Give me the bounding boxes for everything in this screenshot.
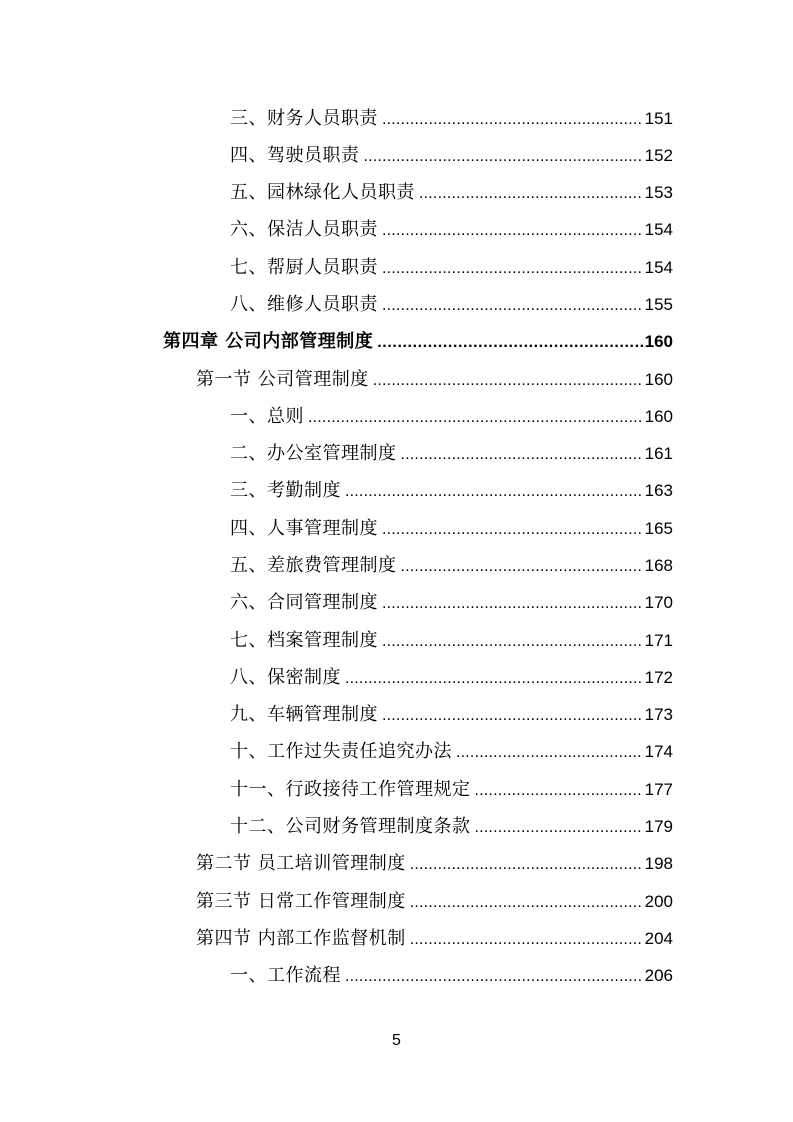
toc-entry-page: 171	[644, 631, 673, 650]
toc-entry[interactable]	[230, 290, 673, 320]
toc-dot-leader	[382, 105, 643, 135]
toc-entry[interactable]	[230, 141, 673, 171]
toc-dot-leader	[382, 291, 643, 321]
toc-entry[interactable]	[230, 626, 673, 656]
toc-entry-page: 160	[644, 407, 673, 426]
toc-entry-title: 十一、行政接待工作管理规定	[230, 779, 471, 800]
toc-entry-page: 198	[644, 854, 673, 873]
toc-entry-page: 174	[644, 742, 673, 761]
toc-entry[interactable]	[230, 961, 673, 991]
toc-dot-leader	[456, 738, 643, 768]
toc-entry-title: 第三节 日常工作管理制度	[196, 891, 406, 912]
toc-dot-leader	[382, 515, 643, 545]
toc-entry-title: 一、工作流程	[230, 965, 341, 986]
toc-section-entry[interactable]	[196, 887, 673, 917]
toc-entry-page: 168	[644, 556, 673, 575]
toc-entry[interactable]	[230, 439, 673, 469]
toc-entry-page: 204	[644, 929, 673, 948]
toc-entry[interactable]	[230, 663, 673, 693]
toc-entry-title: 四、人事管理制度	[230, 518, 378, 539]
toc-dot-leader	[419, 179, 643, 209]
toc-entry-page: 206	[644, 966, 673, 985]
toc-dot-leader	[382, 254, 643, 284]
toc-entry-title: 八、保密制度	[230, 667, 341, 688]
toc-section-entry[interactable]	[196, 365, 673, 395]
toc-entry-title: 第二节 员工培训管理制度	[196, 853, 406, 874]
toc-entry-title: 第四章 公司内部管理制度	[163, 331, 374, 352]
toc-entry-title: 三、财务人员职责	[230, 108, 378, 129]
toc-entry[interactable]	[230, 588, 673, 618]
toc-entry-title: 二、办公室管理制度	[230, 443, 397, 464]
toc-entry-page: 200	[644, 892, 673, 911]
toc-entry-page: 153	[644, 183, 673, 202]
toc-entry[interactable]	[230, 402, 673, 432]
toc-entry[interactable]	[230, 178, 673, 208]
toc-entry[interactable]	[230, 514, 673, 544]
toc-dot-leader	[308, 403, 643, 433]
toc-dot-leader	[382, 627, 643, 657]
toc-entry-page: 152	[644, 146, 673, 165]
toc-entry-title: 第一节 公司管理制度	[196, 369, 369, 390]
toc-entry-title: 七、帮厨人员职责	[230, 257, 378, 278]
toc-entry[interactable]	[230, 476, 673, 506]
toc-entry[interactable]	[230, 700, 673, 730]
toc-dot-leader	[410, 888, 643, 918]
toc-entry-page: 160	[644, 332, 673, 351]
toc-dot-leader	[410, 925, 643, 955]
toc-dot-leader	[401, 440, 643, 470]
toc-dot-leader	[475, 776, 643, 806]
toc-entry-page: 161	[644, 444, 673, 463]
toc-section-entry[interactable]	[196, 924, 673, 954]
toc-entry-title: 八、维修人员职责	[230, 294, 378, 315]
toc-dot-leader	[401, 552, 643, 582]
toc-entry-page: 155	[644, 295, 673, 314]
toc-entry-title: 五、园林绿化人员职责	[230, 182, 415, 203]
toc-dot-leader	[345, 664, 643, 694]
toc-entry-page: 160	[644, 370, 673, 389]
toc-dot-leader	[373, 366, 643, 396]
toc-entry[interactable]	[230, 812, 673, 842]
toc-entry[interactable]	[230, 551, 673, 581]
toc-entry[interactable]	[230, 775, 673, 805]
toc-dot-leader	[345, 477, 643, 507]
toc-entry-title: 十二、公司财务管理制度条款	[230, 816, 471, 837]
toc-entry-page: 172	[644, 668, 673, 687]
toc-dot-leader	[410, 850, 643, 880]
toc-entry-title: 六、合同管理制度	[230, 592, 378, 613]
toc-entry-title: 第四节 内部工作监督机制	[196, 928, 406, 949]
toc-entry-page: 154	[644, 258, 673, 277]
toc-entry-page: 179	[644, 817, 673, 836]
toc-chapter-entry[interactable]	[163, 327, 673, 357]
toc-entry[interactable]	[230, 737, 673, 767]
toc-entry-title: 十、工作过失责任追究办法	[230, 741, 452, 762]
toc-dot-leader	[345, 962, 643, 992]
toc-section-entry[interactable]	[196, 849, 673, 879]
toc-entry-title: 一、总则	[230, 406, 304, 427]
toc-entry-page: 177	[644, 780, 673, 799]
toc-entry-title: 九、车辆管理制度	[230, 704, 378, 725]
toc-entry-title: 七、档案管理制度	[230, 630, 378, 651]
toc-entry[interactable]	[230, 253, 673, 283]
page-number: 5	[392, 1032, 401, 1049]
toc-dot-leader	[364, 142, 643, 172]
toc-entry-title: 三、考勤制度	[230, 480, 341, 501]
toc-dot-leader	[382, 216, 643, 246]
toc-entry-page: 163	[644, 481, 673, 500]
toc-entry-page: 173	[644, 705, 673, 724]
toc-entry-page: 151	[644, 109, 673, 128]
toc-entry-page: 154	[644, 220, 673, 239]
toc-entry-title: 五、差旅费管理制度	[230, 555, 397, 576]
toc-entry[interactable]	[230, 104, 673, 134]
toc-dot-leader	[382, 589, 643, 619]
toc-dot-leader	[382, 701, 643, 731]
toc-entry-page: 170	[644, 593, 673, 612]
toc-dot-leader	[377, 328, 642, 358]
toc-entry-title: 四、驾驶员职责	[230, 145, 360, 166]
toc-entry-page: 165	[644, 519, 673, 538]
toc-entry[interactable]	[230, 215, 673, 245]
toc-dot-leader	[475, 813, 643, 843]
toc-entry-title: 六、保洁人员职责	[230, 219, 378, 240]
